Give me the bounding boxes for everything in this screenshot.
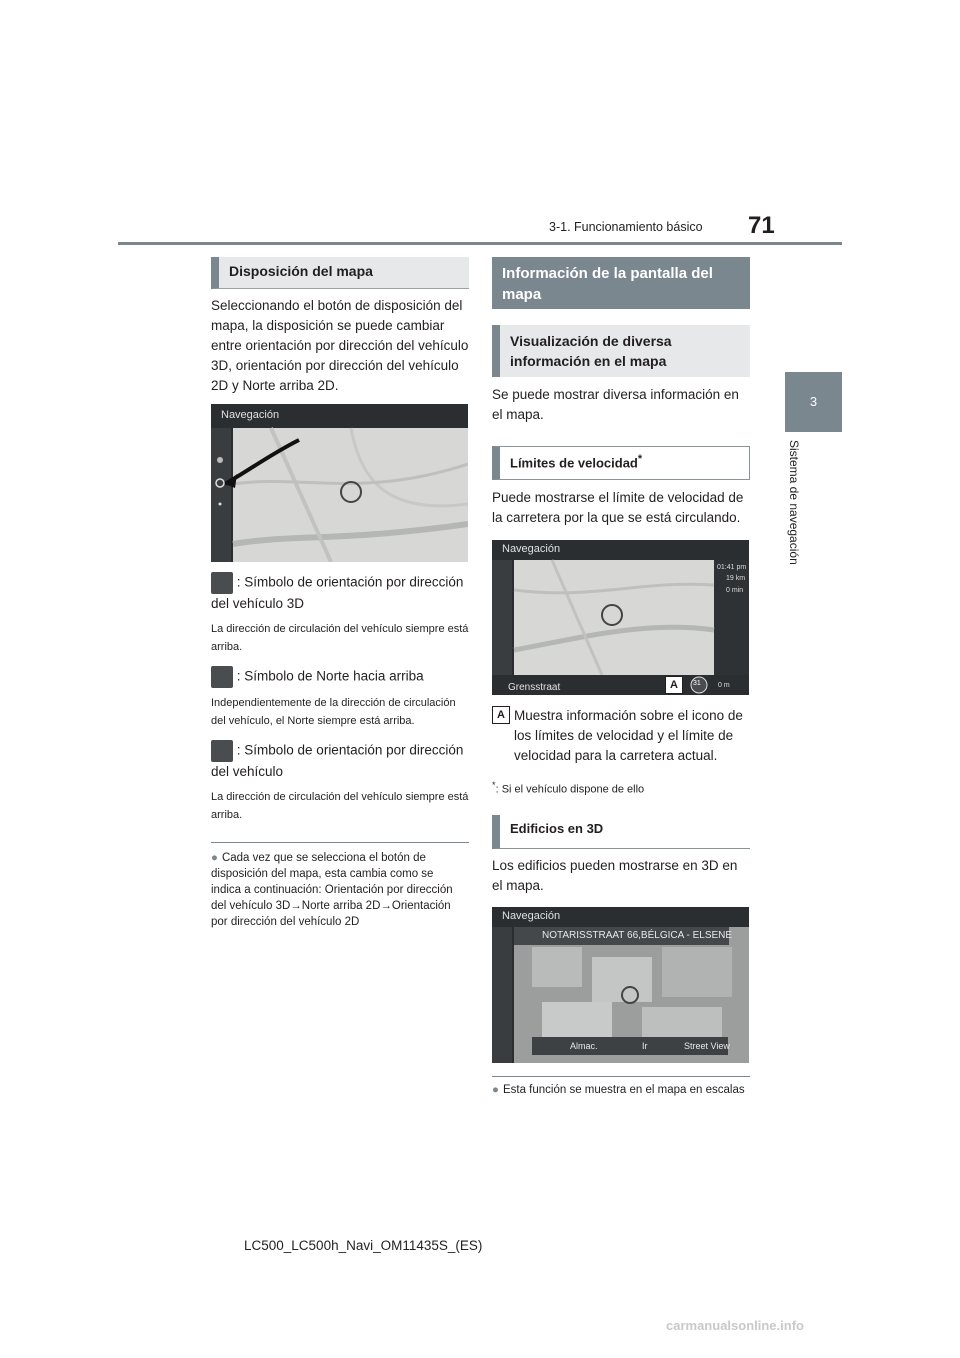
callout-a-text: Muestra información sobre el icono de los límites de velocidad y el límite de velocidad para la carretera actual. bbox=[514, 708, 743, 763]
left-note-text: Cada vez que se selecciona el botón de disposición del mapa, esta cambia como se indica a continuación: Orientación por dirección del vehículo 3D→Norte arriba 2D→Orientación por dirección del vehículo 2D bbox=[211, 852, 453, 928]
right-intro: Se puede mostrar diversa información en el mapa. bbox=[492, 387, 739, 422]
right-note bbox=[492, 1082, 750, 1098]
speed-heading-mark: * bbox=[637, 453, 643, 465]
heading-up-icon bbox=[211, 740, 233, 762]
heading-speed-limits bbox=[492, 446, 750, 480]
watermark: carmanualsonline.info bbox=[666, 1318, 804, 1333]
side-label-text: Sistema de navegación bbox=[787, 440, 801, 565]
right-note-text: Esta función se muestra en el mapa en escalas bbox=[502, 1084, 745, 1096]
section-tab: 3 bbox=[785, 372, 842, 432]
screen-title: Navegación bbox=[502, 910, 561, 922]
page-number: 71 bbox=[748, 212, 775, 239]
heading-3d-buildings: Edificios en 3D bbox=[492, 815, 750, 849]
callout-a-marker: A bbox=[665, 676, 683, 694]
screen-title: Navegación bbox=[502, 543, 561, 555]
distance-readout: 19 km bbox=[726, 575, 746, 582]
time-readout: 01:41 pm bbox=[717, 564, 747, 571]
footnote bbox=[492, 776, 750, 799]
go-button[interactable]: Ir bbox=[642, 1041, 648, 1051]
item-north-up bbox=[211, 666, 469, 688]
buildings-text: Los edificios pueden mostrarse en 3D en el mapa. bbox=[492, 858, 738, 893]
save-button[interactable]: Almac. bbox=[570, 1041, 598, 1051]
right-note-rule bbox=[492, 1076, 750, 1077]
heading-map-layout: Disposición del mapa bbox=[211, 257, 469, 289]
header-rule bbox=[118, 242, 842, 245]
item-3d-title: : Símbolo de orientación por dirección del vehículo 3D bbox=[211, 574, 464, 611]
north-up-icon bbox=[211, 666, 233, 688]
map-image-1 bbox=[211, 404, 468, 562]
item-heading-title: : Símbolo de orientación por dirección del vehículo bbox=[211, 742, 464, 779]
street-name: Grensstraat bbox=[508, 682, 561, 693]
item-3d-desc: La dirección de circulación del vehículo siempre está arriba. bbox=[211, 623, 469, 653]
speed-text: Puede mostrarse el límite de velocidad de la carretera por la que se está circulando. bbox=[492, 490, 744, 525]
note-rule bbox=[211, 842, 469, 843]
item-3d-heading-up bbox=[211, 572, 469, 614]
screenshot-3d-buildings bbox=[492, 907, 749, 1063]
screenshot-speed-limit bbox=[492, 540, 749, 695]
item-north-title: : Símbolo de Norte hacia arriba bbox=[236, 668, 424, 684]
item-heading-desc: La dirección de circulación del vehículo siempre está arriba. bbox=[211, 791, 469, 821]
callout-a: A bbox=[492, 706, 510, 724]
left-intro: Seleccionando el botón de disposición del mapa, la disposición se puede cambiar entre orientación por dirección del vehículo 3D, orientación por dirección del vehículo 2D y Norte arriba 2D. bbox=[211, 298, 469, 393]
running-title: 3-1. Funcionamiento básico bbox=[549, 220, 703, 234]
footnote-mark: * bbox=[492, 780, 496, 790]
screen-title: Navegación bbox=[221, 409, 280, 421]
minutes-readout: 0 min bbox=[726, 587, 744, 594]
heading-map-screen-info: Información de la pantalla del mapa bbox=[492, 257, 750, 309]
item-north-desc: Independientemente de la dirección de circulación del vehículo, el Norte siempre está arriba. bbox=[211, 697, 456, 727]
footer-code: LC500_LC500h_Navi_OM11435S_(ES) bbox=[244, 1238, 483, 1253]
bullet-icon: ● bbox=[492, 1084, 499, 1096]
bullet-icon: ● bbox=[211, 852, 218, 864]
distance-bottom: 0 m bbox=[718, 682, 730, 689]
speed-heading-text: Límites de velocidad bbox=[510, 455, 638, 471]
screenshot-map-layout bbox=[211, 404, 468, 562]
heading-various-info: Visualización de diversa información en el mapa bbox=[492, 325, 750, 377]
item-heading-up bbox=[211, 740, 469, 782]
address-bar: NOTARISSTRAAT 66,BÉLGICA - ELSENE bbox=[542, 930, 733, 941]
speed-limit-sign: 31 bbox=[693, 680, 701, 687]
3d-heading-up-icon bbox=[211, 572, 233, 594]
side-label bbox=[787, 440, 801, 580]
left-note bbox=[211, 850, 461, 930]
street-view-button[interactable]: Street View bbox=[684, 1041, 730, 1051]
map-image-2 bbox=[492, 540, 749, 695]
footnote-text: : Si el vehículo dispone de ello bbox=[495, 783, 645, 796]
